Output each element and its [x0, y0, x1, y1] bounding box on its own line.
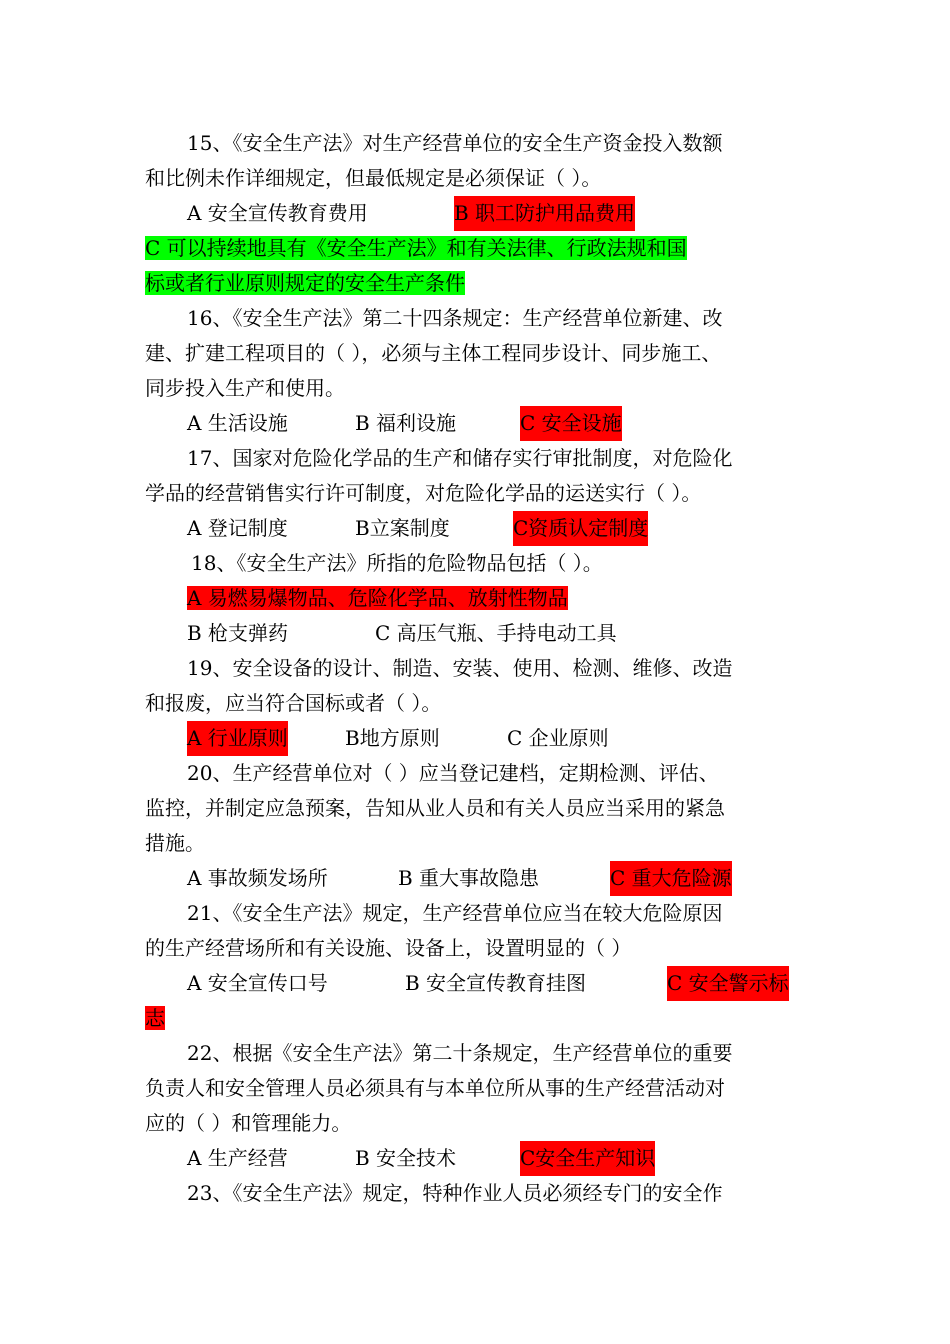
question-22-options — [145, 1141, 809, 1176]
question-list — [145, 126, 809, 1211]
option-a: A 安全宣传口号 — [187, 971, 328, 995]
question-23-line-1: 23、《安全生产法》规定，特种作业人员必须经专门的安全作 — [187, 1181, 723, 1205]
option-c-highlight: C 可以持续地具有《安全生产法》和有关法律、行政法规和国 — [145, 236, 687, 260]
question-17-options — [145, 511, 809, 546]
question-15-options-ab — [145, 196, 809, 231]
question-21-line-1: 21、《安全生产法》规定，生产经营单位应当在较大危险原因 — [187, 901, 723, 925]
option-a: A 登记制度 — [187, 516, 288, 540]
question-16-line-2: 建、扩建工程项目的（ ），必须与主体工程同步设计、同步施工、 — [145, 341, 722, 365]
option-a: A 安全宣传教育费用 — [187, 201, 368, 225]
question-19-line-1: 19、安全设备的设计、制造、安装、使用、检测、维修、改造 — [187, 656, 733, 680]
question-21-options — [145, 966, 809, 1001]
question-22-line-1: 22、根据《安全生产法》第二十条规定，生产经营单位的重要 — [187, 1041, 733, 1065]
option-c-answer: C 重大危险源 — [610, 861, 732, 896]
question-20-line-2: 监控，并制定应急预案，告知从业人员和有关人员应当采用的紧急 — [145, 796, 725, 820]
option-a: A 生活设施 — [187, 411, 288, 435]
question-20-line-1: 20、生产经营单位对（ ）应当登记建档，定期检测、评估、 — [187, 761, 719, 785]
option-c-answer-cont: 志 — [145, 1006, 165, 1030]
option-c-answer: C安全生产知识 — [520, 1141, 655, 1176]
question-16-line-3: 同步投入生产和使用。 — [145, 376, 345, 400]
question-15-line-1: 15、《安全生产法》对生产经营单位的安全生产资金投入数额 — [187, 131, 723, 155]
question-17-line-1: 17、国家对危险化学品的生产和储存实行审批制度，对危险化 — [187, 446, 733, 470]
option-b: B 福利设施 — [355, 411, 457, 435]
question-18-line-1: 18、《安全生产法》所指的危险物品包括（ ）。 — [191, 551, 603, 575]
option-c-answer: C 安全设施 — [520, 406, 622, 441]
question-19-options — [145, 721, 809, 756]
question-21-option-c-cont — [145, 1001, 809, 1036]
question-18-options-bc — [145, 616, 809, 651]
question-15-line-2: 和比例未作详细规定，但最低规定是必须保证（ ）。 — [145, 166, 602, 190]
question-19-line-2: 和报废，应当符合国标或者（ ）。 — [145, 691, 442, 715]
question-20-line-3: 措施。 — [145, 831, 205, 855]
question-16-options — [145, 406, 809, 441]
question-15-option-c-line-1 — [145, 231, 809, 266]
question-17-line-2: 学品的经营销售实行许可制度，对危险化学品的运送实行（ ）。 — [145, 481, 702, 505]
question-16-line-1: 16、《安全生产法》第二十四条规定：生产经营单位新建、改 — [187, 306, 723, 330]
option-c: C 高压气瓶、手持电动工具 — [375, 621, 617, 645]
option-c-highlight-cont: 标或者行业原则规定的安全生产条件 — [145, 271, 465, 295]
option-b: B 安全技术 — [355, 1146, 457, 1170]
question-21-line-2: 的生产经营场所和有关设施、设备上，设置明显的（ ） — [145, 936, 632, 960]
question-22-line-3: 应的（ ）和管理能力。 — [145, 1111, 352, 1135]
question-22-line-2: 负责人和安全管理人员必须具有与本单位所从事的生产经营活动对 — [145, 1076, 725, 1100]
option-b-answer: B 职工防护用品费用 — [454, 196, 635, 231]
question-18-option-a-line — [145, 581, 809, 616]
option-c-answer: C 安全警示标 — [667, 966, 789, 1001]
option-b: B 安全宣传教育挂图 — [405, 971, 587, 995]
option-b: B地方原则 — [345, 726, 440, 750]
option-a-answer: A 易燃易爆物品、危险化学品、放射性物品 — [187, 586, 568, 610]
option-a: A 事故频发场所 — [187, 866, 328, 890]
question-20-options — [145, 861, 809, 896]
option-a-answer: A 行业原则 — [187, 721, 288, 756]
option-c: C 企业原则 — [507, 726, 609, 750]
option-b: B 枪支弹药 — [187, 621, 289, 645]
option-a: A 生产经营 — [187, 1146, 288, 1170]
option-c-answer: C资质认定制度 — [513, 511, 648, 546]
question-15-option-c-line-2 — [145, 266, 809, 301]
option-b: B立案制度 — [355, 516, 450, 540]
option-b: B 重大事故隐患 — [398, 866, 540, 890]
